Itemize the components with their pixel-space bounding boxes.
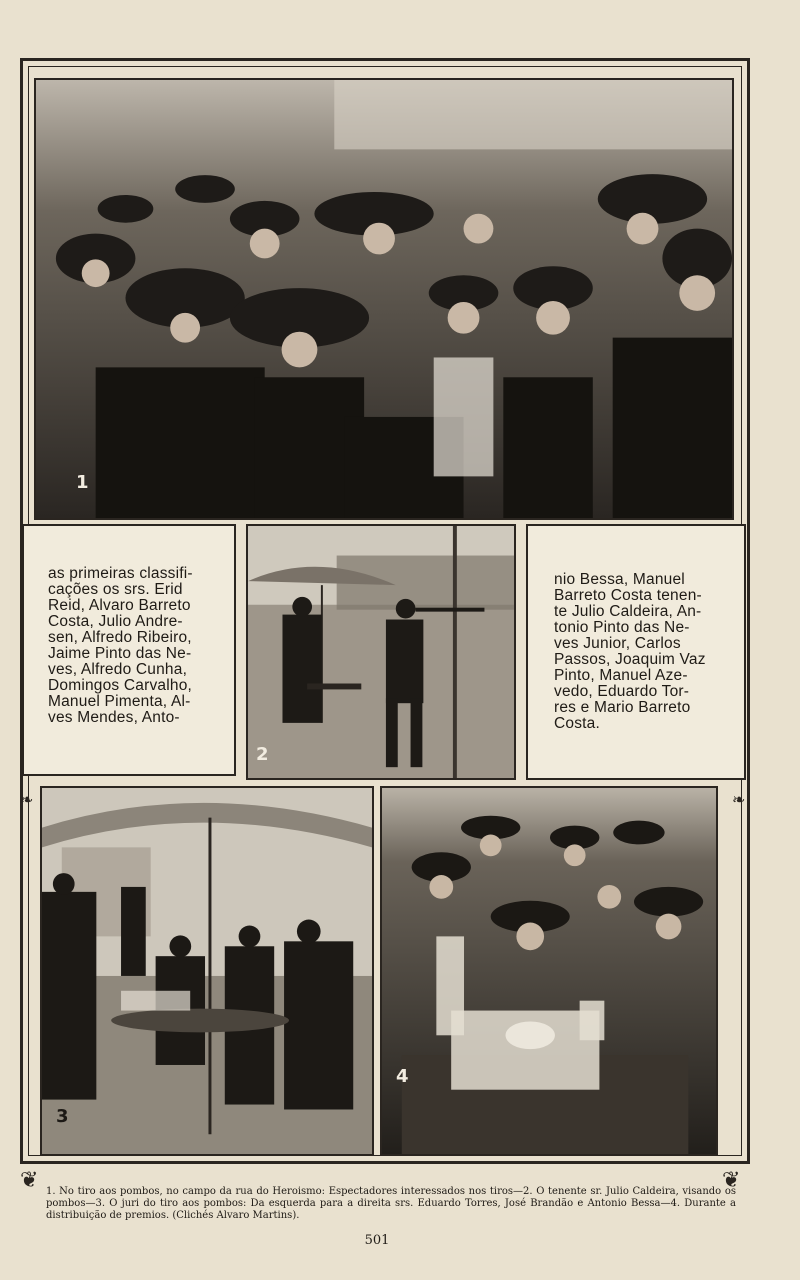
photo-number: 4: [396, 1066, 409, 1087]
photo-prizes-image: [382, 788, 716, 1154]
photo-caption: 1. No tiro aos pombos, no campo da rua do Heroismo: Espectadores interessados nos tiros—2. O tenente sr. Julio Caldeira, visando os pombos—3. O juri do tiro aos pombos: Da esquerda para a direita srs. Eduardo Torres, José Brandão e Antonio Bessa—4. Durante a distribuição de premios. (Clichés Alvaro Martins).: [46, 1186, 736, 1221]
ornament-right-icon: ❦: [722, 1168, 741, 1193]
photo-shooter: [246, 524, 516, 780]
page-number: 501: [364, 1233, 390, 1248]
photo-shooter-image: [248, 526, 514, 778]
photo-spectators-image: [36, 80, 732, 518]
ornament-side-right-icon: ❧: [732, 790, 746, 809]
photo-jury-image: [42, 788, 372, 1154]
photo-prizes: [380, 786, 718, 1156]
photo-number: 1: [76, 472, 89, 493]
photo-number: 2: [256, 744, 269, 765]
text-panel-right: [526, 524, 746, 780]
ornament-left-icon: ❦: [20, 1168, 39, 1193]
photo-jury: [40, 786, 374, 1156]
ornament-side-left-icon: ❧: [20, 790, 34, 809]
photo-number: 3: [56, 1106, 69, 1127]
article-text-right: nio Bessa, Manuel Barreto Costa tenen- te Julio Caldeira, An- tonio Pinto das Ne- ves Junior, Carlos Passos, Joaquim Vaz Pinto, Manuel Aze- vedo, Eduardo Tor- res e Mario Barreto Costa.: [554, 571, 706, 732]
article-text-left: as primeiras classifi- cações os srs. Erid Reid, Alvaro Barreto Costa, Julio Andre- sen, Alfredo Ribeiro, Jaime Pinto das Ne- ves, Alfredo Cunha, Domingos Carvalho, Manuel Pimenta, Al- ves Mendes, Anto-: [48, 565, 193, 726]
text-panel-left: [22, 524, 236, 776]
photo-spectators: [34, 78, 734, 520]
